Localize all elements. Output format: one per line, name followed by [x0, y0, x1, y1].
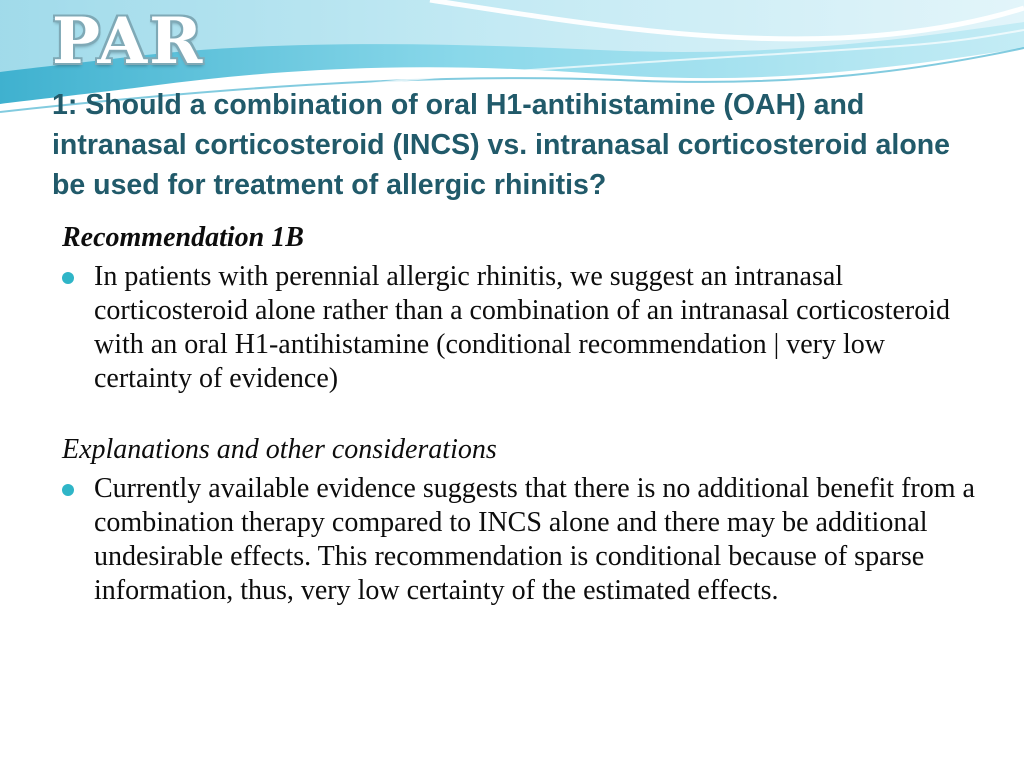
bullet-dot-icon	[62, 272, 74, 284]
recommendation-heading: Recommendation 1B	[62, 222, 304, 253]
explanations-heading: Explanations and other considerations	[62, 434, 497, 465]
explanations-bullet	[62, 472, 982, 608]
question-subtitle: 1: Should a combination of oral H1-antihistamine (OAH) and intranasal corticosteroid (INCS) vs. intranasal corticosteroid alone be used for treatment of allergic rhinitis?	[52, 89, 950, 201]
slide-title: PAR	[52, 4, 205, 79]
explanations-text: Currently available evidence suggests that there is no additional benefit from a combination therapy compared to INCS alone and there may be additional undesirable effects. This recommendation is conditional because of sparse information, thus, very low certainty of the estimated effects.	[94, 473, 975, 606]
slide-body	[62, 220, 982, 608]
bullet-dot-icon	[62, 484, 74, 496]
recommendation-bullet	[62, 260, 982, 396]
recommendation-text: In patients with perennial allergic rhinitis, we suggest an intranasal corticosteroid alone rather than a combination of an intranasal corticosteroid with an oral H1-antihistamine (conditional recommendation | very low certainty of evidence)	[94, 261, 951, 394]
